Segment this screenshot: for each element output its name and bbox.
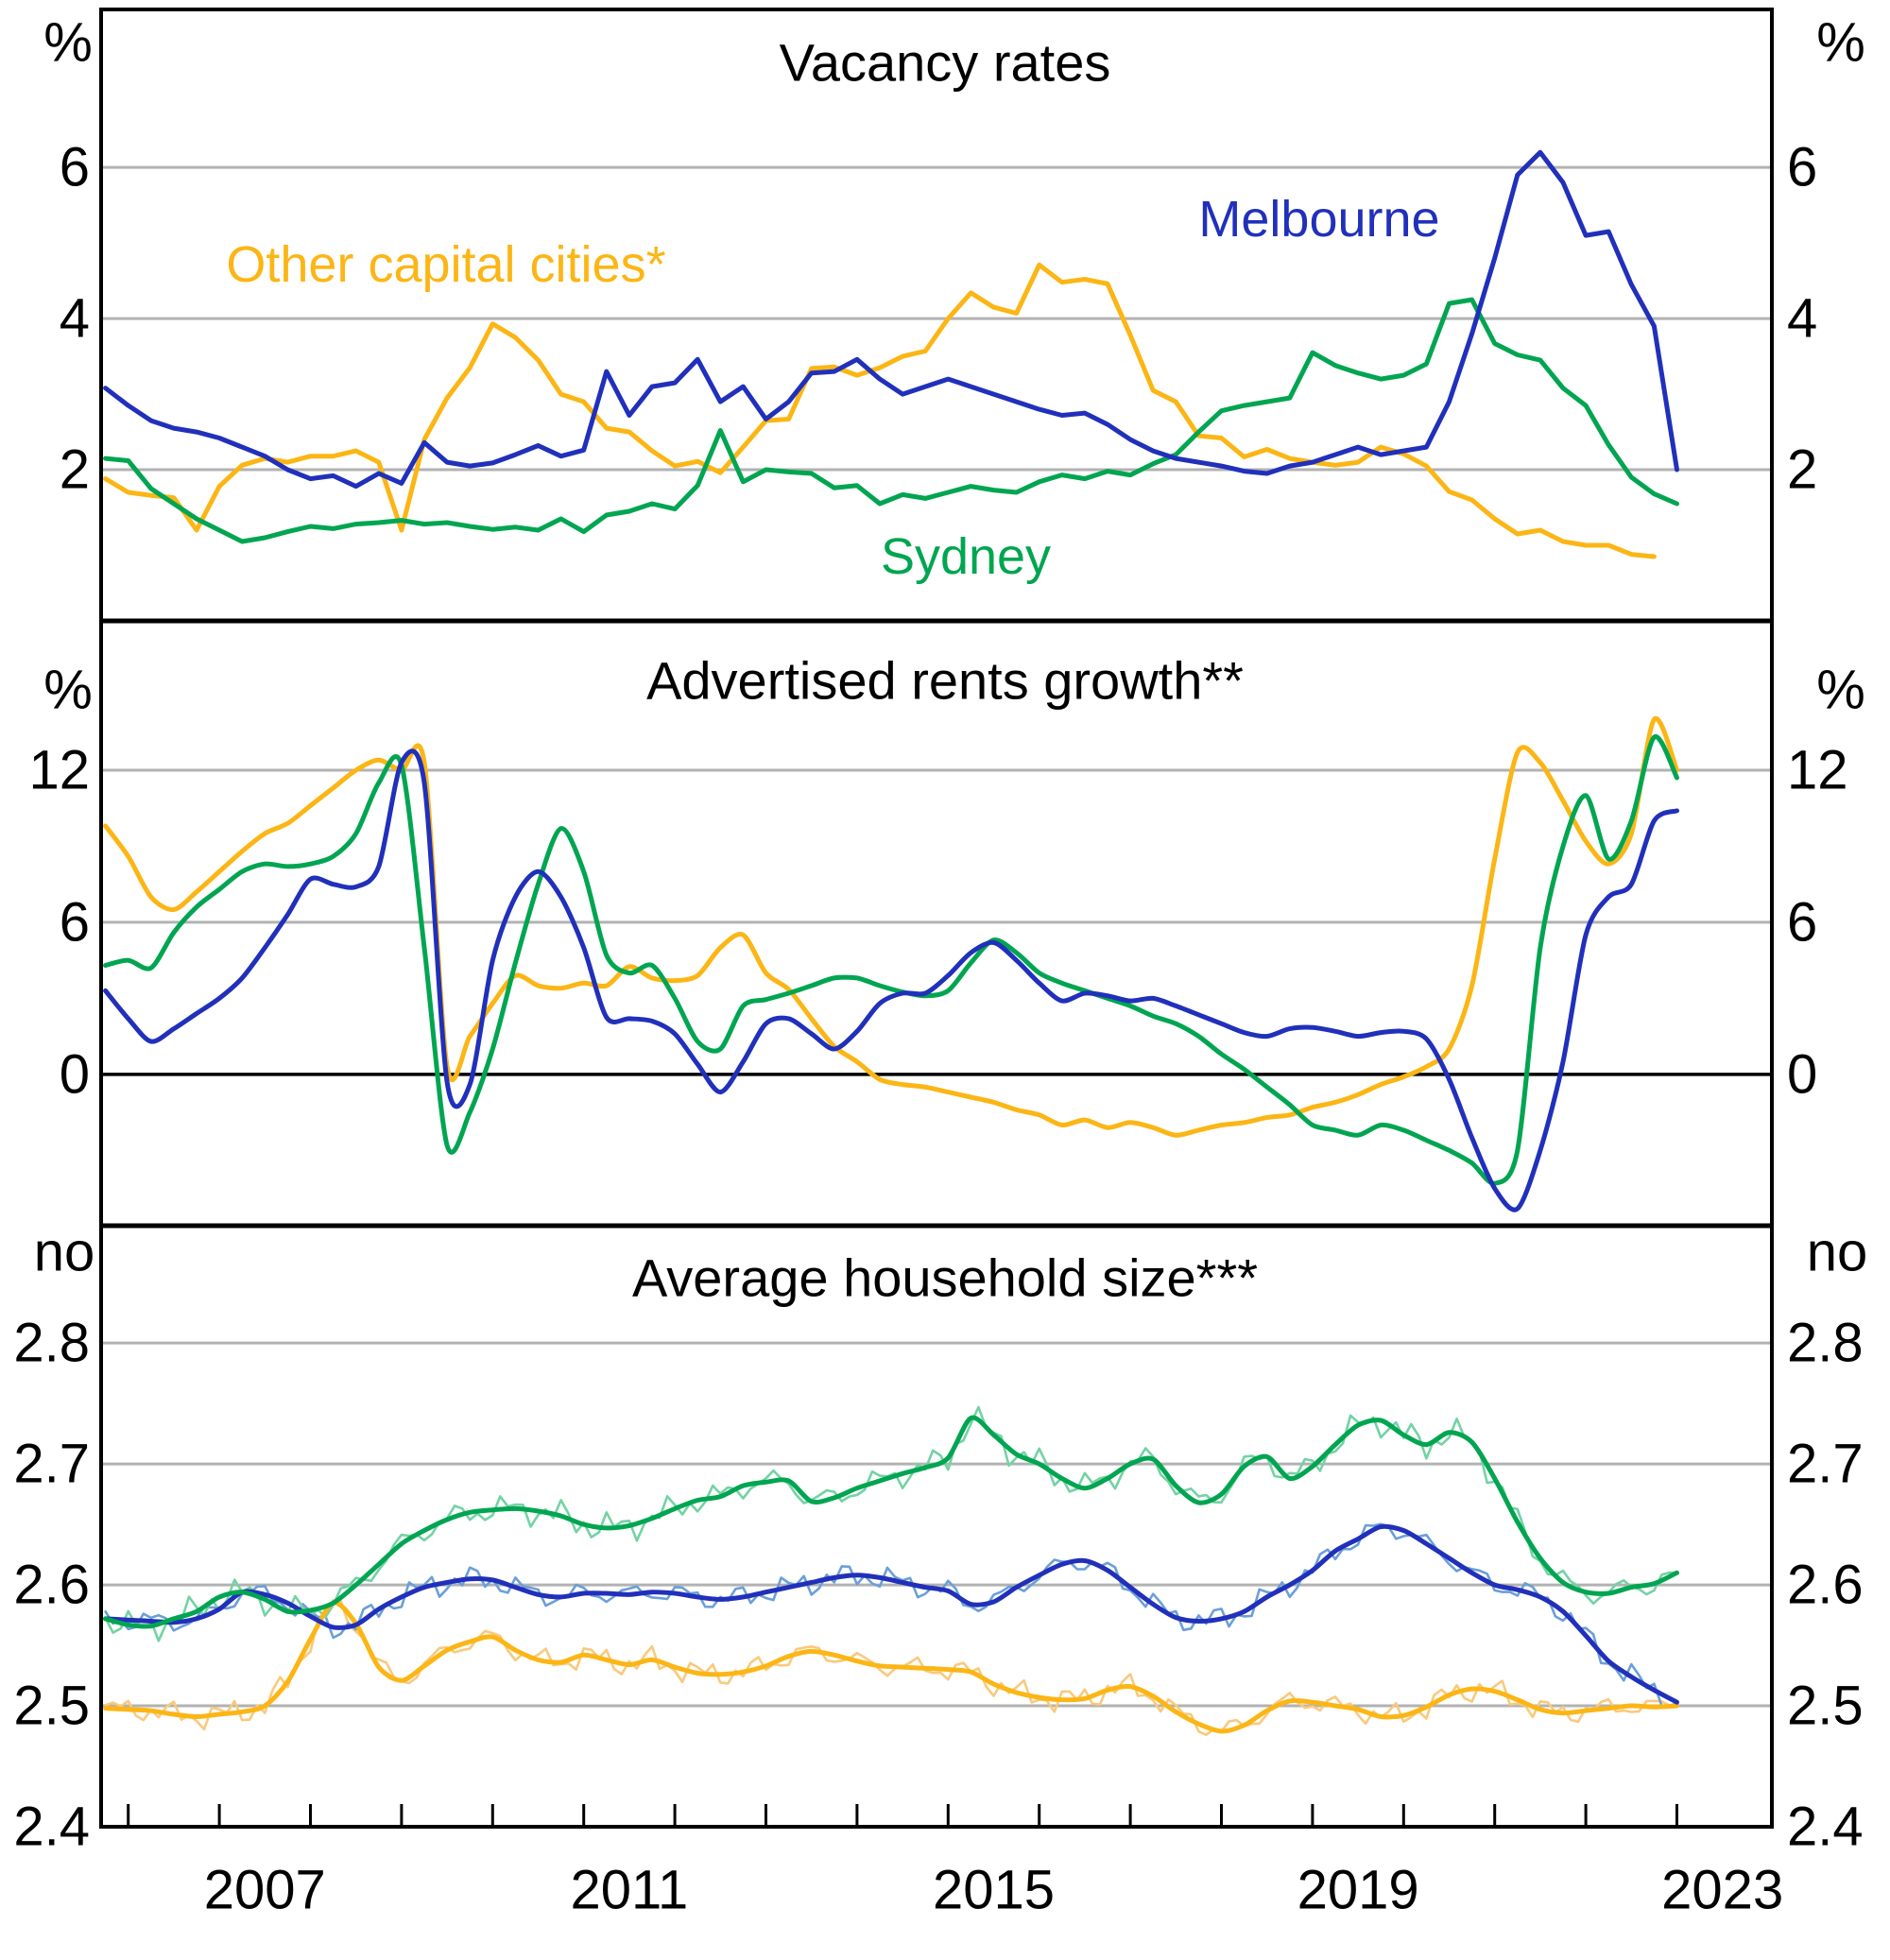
panel-title-advertised-rents-growth: Advertised rents growth** xyxy=(646,650,1244,711)
ytick-label-left-bottom-2.4: 2.4 xyxy=(13,1796,90,1858)
legend-sydney: Sydney xyxy=(880,528,1052,585)
ytick-label-right-bottom-2.4: 2.4 xyxy=(1787,1796,1864,1858)
series-middle-melbourne xyxy=(106,751,1677,1210)
ytick-label-right-middle-0: 0 xyxy=(1787,1043,1818,1106)
ytick-label-left-bottom-2.7: 2.7 xyxy=(13,1433,90,1495)
axis-unit-top-right: % xyxy=(1816,11,1865,74)
ytick-label-left-top-4: 4 xyxy=(59,287,90,350)
ytick-label-left-middle-12: 12 xyxy=(28,739,90,801)
ytick-label-left-bottom-2.6: 2.6 xyxy=(13,1554,90,1616)
series-middle-other xyxy=(106,718,1677,1135)
series-bottom-other xyxy=(106,1603,1677,1731)
panel-series-bottom xyxy=(106,1407,1677,1735)
panel-series-middle xyxy=(106,718,1677,1210)
ytick-label-right-top-2: 2 xyxy=(1787,438,1818,501)
ytick-label-left-middle-0: 0 xyxy=(59,1043,90,1106)
ytick-label-left-top-2: 2 xyxy=(59,438,90,501)
panel-title-vacancy-rates: Vacancy rates xyxy=(779,32,1111,93)
year-label-2011: 2011 xyxy=(570,1859,689,1921)
panel-series-top xyxy=(106,152,1677,557)
ytick-label-left-top-6: 6 xyxy=(59,136,90,198)
axis-unit-top-left: % xyxy=(43,11,93,74)
year-label-2019: 2019 xyxy=(1297,1859,1419,1921)
ytick-label-right-bottom-2.5: 2.5 xyxy=(1787,1675,1864,1737)
ytick-label-right-bottom-2.8: 2.8 xyxy=(1787,1312,1864,1374)
legend-other-capital-cities: Other capital cities* xyxy=(226,236,666,293)
ytick-label-left-middle-6: 6 xyxy=(59,891,90,954)
series-layer xyxy=(106,152,1677,1735)
year-label-2023: 2023 xyxy=(1661,1859,1784,1921)
year-label-2015: 2015 xyxy=(932,1859,1056,1921)
series-top-other xyxy=(106,265,1655,557)
series-middle-sydney xyxy=(106,736,1677,1183)
ytick-label-right-bottom-2.6: 2.6 xyxy=(1787,1554,1864,1616)
year-label-2007: 2007 xyxy=(203,1859,326,1921)
ytick-label-right-top-4: 4 xyxy=(1787,287,1818,350)
panel-title-average-household-size: Average household size*** xyxy=(631,1247,1259,1308)
ytick-label-right-middle-12: 12 xyxy=(1787,739,1848,801)
ytick-label-right-top-6: 6 xyxy=(1787,136,1818,198)
axis-unit-bottom-right: no xyxy=(1806,1221,1868,1283)
axis-unit-bottom-left: no xyxy=(33,1221,95,1283)
axis-unit-middle-right: % xyxy=(1816,659,1865,721)
ytick-label-left-bottom-2.8: 2.8 xyxy=(13,1312,90,1374)
series-bottom-melbourne xyxy=(106,1526,1677,1702)
legend-melbourne: Melbourne xyxy=(1198,191,1440,248)
axis-unit-middle-left: % xyxy=(43,659,93,721)
ytick-label-right-bottom-2.7: 2.7 xyxy=(1787,1433,1864,1495)
gridlines-layer xyxy=(101,167,1772,1706)
ytick-label-right-middle-6: 6 xyxy=(1787,891,1818,954)
series-bottom-sydney xyxy=(106,1418,1677,1626)
ytick-label-left-bottom-2.5: 2.5 xyxy=(13,1675,90,1737)
